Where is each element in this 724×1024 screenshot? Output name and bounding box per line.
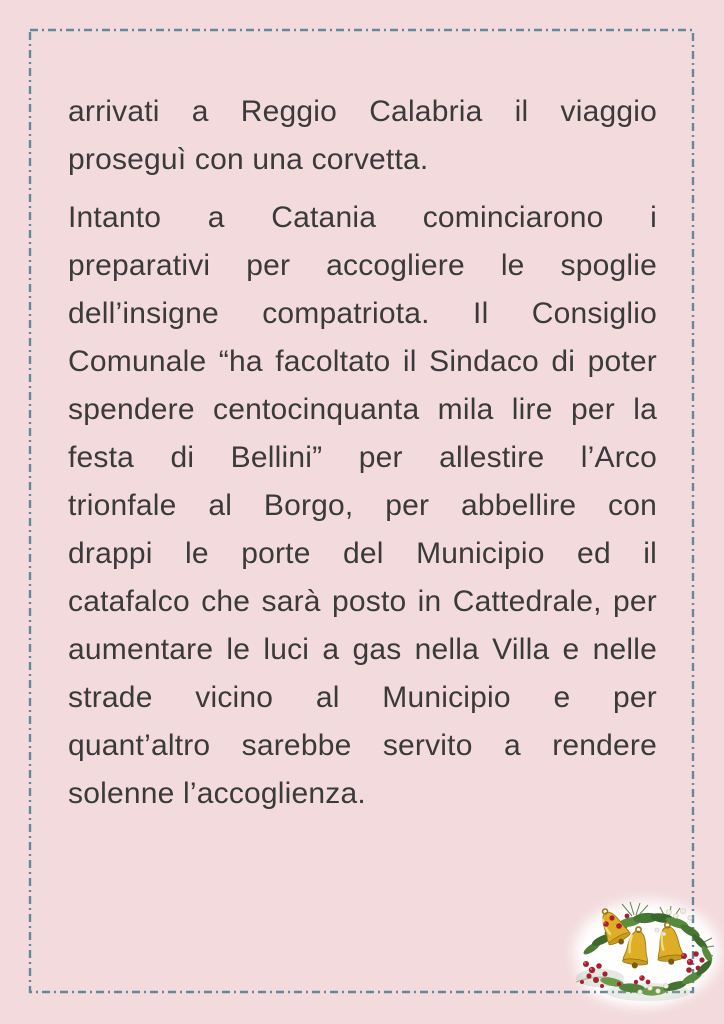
paragraph (68, 88, 657, 184)
text-line: catafalco che sarà posto in Cattedrale, per (68, 585, 657, 618)
christmas-bells-image (572, 896, 722, 1008)
text-line: solenne l’accoglienza. (68, 777, 366, 810)
text-line: arrivati a Reggio Calabria il viaggio (68, 95, 657, 128)
text-line: aumentare le luci a gas nella Villa e nelle (68, 633, 657, 666)
text-line: strade vicino al Municipio e per (68, 681, 657, 714)
text-line: dell’insigne compatriota. Il Consiglio (68, 297, 657, 330)
text-line: Intanto a Catania cominciarono i (68, 201, 657, 234)
text-line: drappi le porte del Municipio ed il (68, 537, 657, 570)
text-line: preparativi per accogliere le spoglie (68, 249, 657, 282)
text-line: quant’altro sarebbe servito a rendere (68, 729, 657, 762)
text-line: Comunale “ha facoltato il Sindaco di poter (68, 345, 657, 378)
text-line: spendere centocinquanta mila lire per la (68, 393, 657, 426)
paragraph (68, 194, 657, 818)
text-line: trionfale al Borgo, per abbellire con (68, 489, 657, 522)
text-line: festa di Bellini” per allestire l’Arco (68, 441, 657, 474)
document-text (68, 88, 657, 828)
text-line: proseguì con una corvetta. (68, 143, 429, 176)
